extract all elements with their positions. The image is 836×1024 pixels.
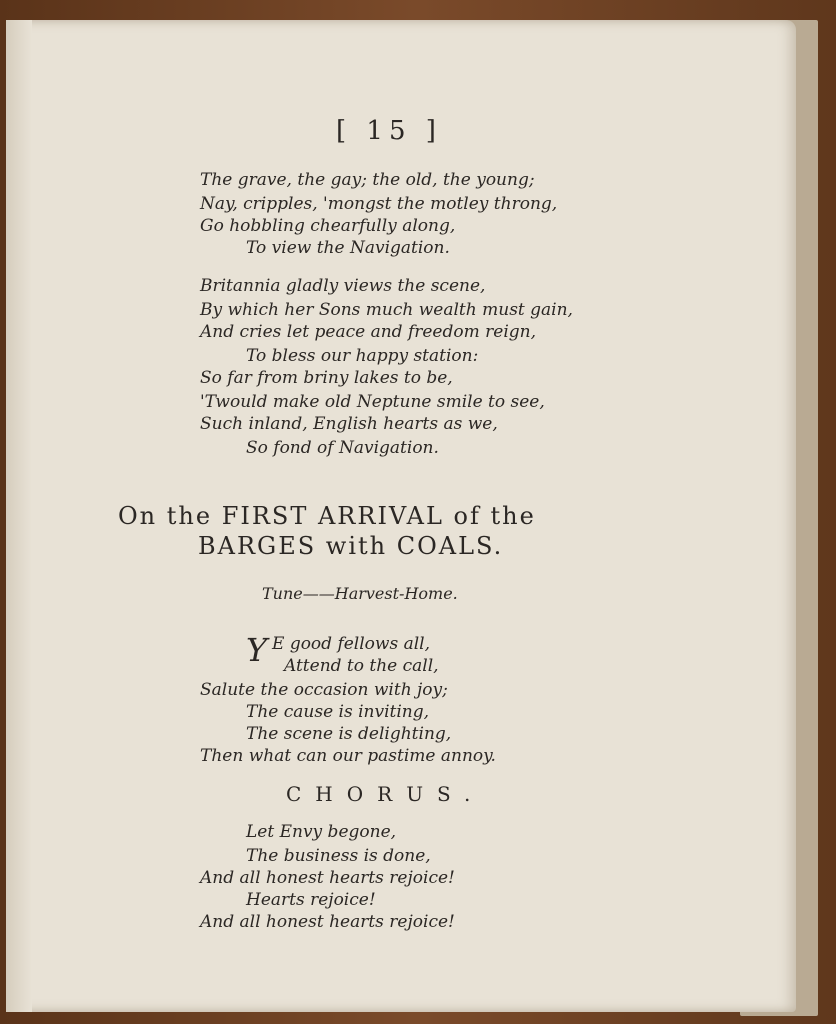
song-line: E good fellows all, bbox=[272, 634, 431, 654]
page-number: [ 15 ] bbox=[336, 116, 442, 146]
stanza2-line: And cries let peace and freedom reign, bbox=[200, 322, 536, 342]
chorus-line: And all honest hearts rejoice! bbox=[200, 912, 455, 932]
stanza1-line: The grave, the gay; the old, the young; bbox=[200, 170, 535, 190]
chorus-line: Hearts rejoice! bbox=[246, 890, 376, 910]
tune-line: Tune——Harvest-Home. bbox=[262, 584, 458, 603]
song-line: The scene is delighting, bbox=[246, 724, 452, 744]
song-line: Attend to the call, bbox=[284, 656, 439, 676]
stanza2-line: By which her Sons much wealth must gain, bbox=[200, 300, 573, 320]
stanza2-line: So far from briny lakes to be, bbox=[200, 368, 453, 388]
page-gutter bbox=[6, 20, 32, 1012]
stanza2-line: Britannia gladly views the scene, bbox=[200, 276, 486, 296]
stanza2-line: Such inland, English hearts as we, bbox=[200, 414, 498, 434]
song-line: Salute the occasion with joy; bbox=[200, 680, 448, 700]
stanza2-line: To bless our happy station: bbox=[246, 346, 479, 366]
stanza2-line: So fond of Navigation. bbox=[246, 438, 439, 458]
stanza1-line: Nay, cripples, 'mongst the motley throng, bbox=[200, 194, 558, 214]
song-line: The cause is inviting, bbox=[246, 702, 430, 722]
stanza1-line: Go hobbling chearfully along, bbox=[200, 216, 456, 236]
stanza1-line: To view the Navigation. bbox=[246, 238, 450, 258]
heading-line-2: BARGES with COALS. bbox=[198, 532, 504, 560]
drop-cap: Y bbox=[246, 631, 268, 669]
stanza2-line: 'Twould make old Neptune smile to see, bbox=[200, 392, 545, 412]
song-line: Then what can our pastime annoy. bbox=[200, 746, 496, 766]
heading-line-1: On the FIRST ARRIVAL of the bbox=[118, 502, 536, 530]
chorus-line: And all honest hearts rejoice! bbox=[200, 868, 455, 888]
chorus-line: Let Envy begone, bbox=[246, 822, 397, 842]
chorus-heading: CHORUS. bbox=[286, 782, 485, 806]
chorus-line: The business is done, bbox=[246, 846, 431, 866]
